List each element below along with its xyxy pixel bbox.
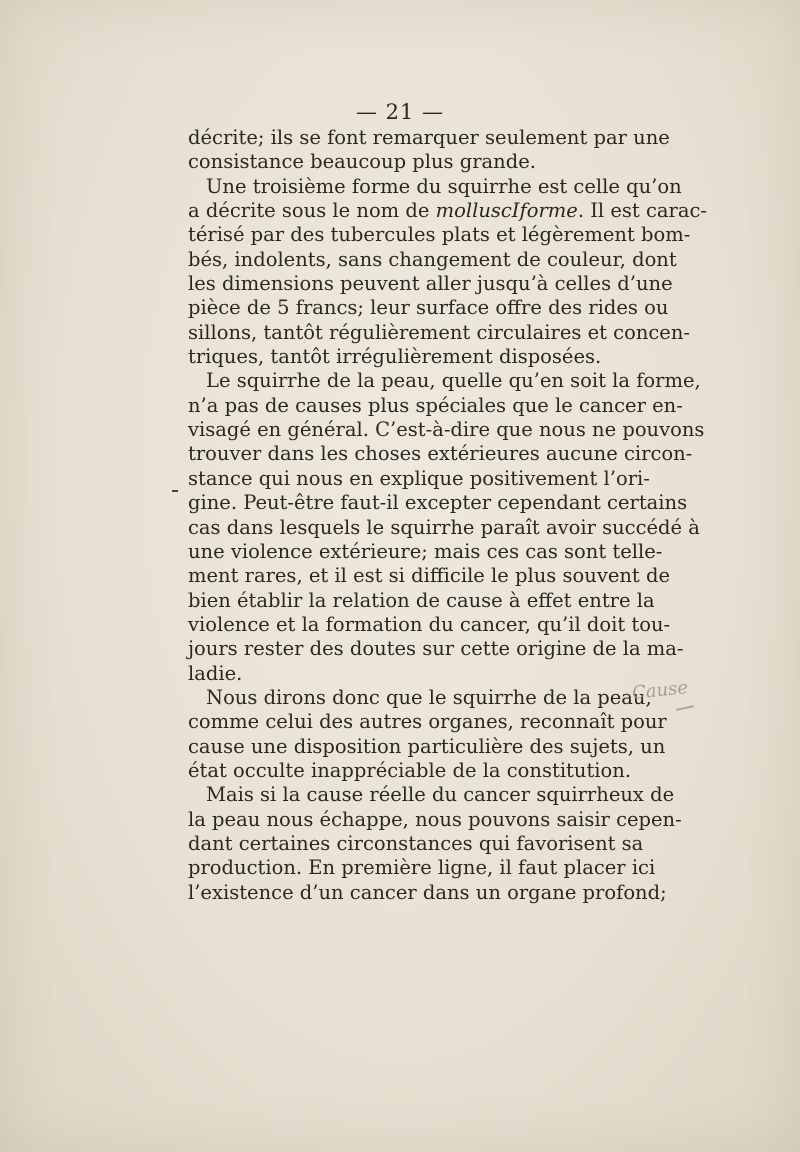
text-line: cas dans lesquels le squirrhe paraît avoir succédé à: [188, 515, 700, 539]
text-line: ladie.: [188, 661, 243, 685]
text-line: Mais si la cause réelle du cancer squirrheux de: [206, 783, 675, 807]
text-line: pièce de 5 francs; leur surface offre des rides ou: [188, 296, 669, 320]
text-line: les dimensions peuvent aller jusqu’à celles d’une: [188, 272, 673, 296]
handwritten-margin-note: Cause: [631, 677, 689, 704]
text-line: dant certaines circonstances qui favorisent sa: [188, 831, 644, 855]
text-line: violence et la formation du cancer, qu’il doit tou-: [188, 612, 671, 636]
text-line: une violence extérieure; mais ces cas sont telle-: [188, 539, 663, 563]
text-line: jours rester des doutes sur cette origine de la ma-: [188, 637, 684, 661]
text-line: décrite; ils se font remarquer seulement par une: [188, 126, 670, 149]
text-line: bés, indolents, sans changement de couleur, dont: [188, 247, 677, 271]
text-line: comme celui des autres organes, reconnaît pour: [188, 710, 667, 734]
text-line: bien établir la relation de cause à effet entre la: [188, 588, 655, 612]
stray-ink-mark: [172, 490, 178, 492]
text-fragment: . Il est carac-: [577, 199, 707, 223]
text-line: Une troisième forme du squirrhe est celle qu’on: [206, 174, 682, 198]
text-line: trouver dans les choses extérieures aucune circon-: [188, 442, 693, 466]
margin-underline-mark: [676, 705, 694, 711]
text-line: visagé en général. C’est-à-dire que nous ne pouvons: [188, 418, 705, 442]
text-fragment: a décrite sous le nom de: [188, 199, 436, 223]
text-line: stance qui nous en explique positivement l’ori-: [188, 466, 650, 490]
italic-term: molluscIforme: [435, 199, 578, 223]
text-line: Le squirrhe de la peau, quelle qu’en soit la forme,: [206, 369, 701, 393]
text-line: ment rares, et il est si difficile le plus souvent de: [188, 564, 670, 588]
text-line: térisé par des tubercules plats et légèrement bom-: [188, 223, 691, 247]
text-line: sillons, tantôt régulièrement circulaires et concen-: [188, 320, 690, 344]
text-line: l’existence d’un cancer dans un organe profond;: [188, 880, 667, 904]
text-line: n’a pas de causes plus spéciales que le cancer en-: [188, 393, 683, 417]
body-text: [188, 126, 707, 905]
text-line: état occulte inappréciable de la constitution.: [188, 758, 632, 782]
text-line: triques, tantôt irrégulièrement disposées.: [188, 345, 602, 369]
text-line: production. En première ligne, il faut placer ici: [188, 856, 656, 880]
page-number: — 21 —: [355, 100, 445, 124]
text-line: gine. Peut-être faut-il excepter cependant certains: [188, 491, 688, 515]
text-line: [188, 199, 707, 223]
text-line: Nous dirons donc que le squirrhe de la peau,: [206, 685, 652, 709]
text-line: cause une disposition particulière des sujets, un: [188, 734, 666, 758]
text-line: la peau nous échappe, nous pouvons saisir cepen-: [188, 807, 682, 831]
text-line: consistance beaucoup plus grande.: [188, 150, 536, 174]
